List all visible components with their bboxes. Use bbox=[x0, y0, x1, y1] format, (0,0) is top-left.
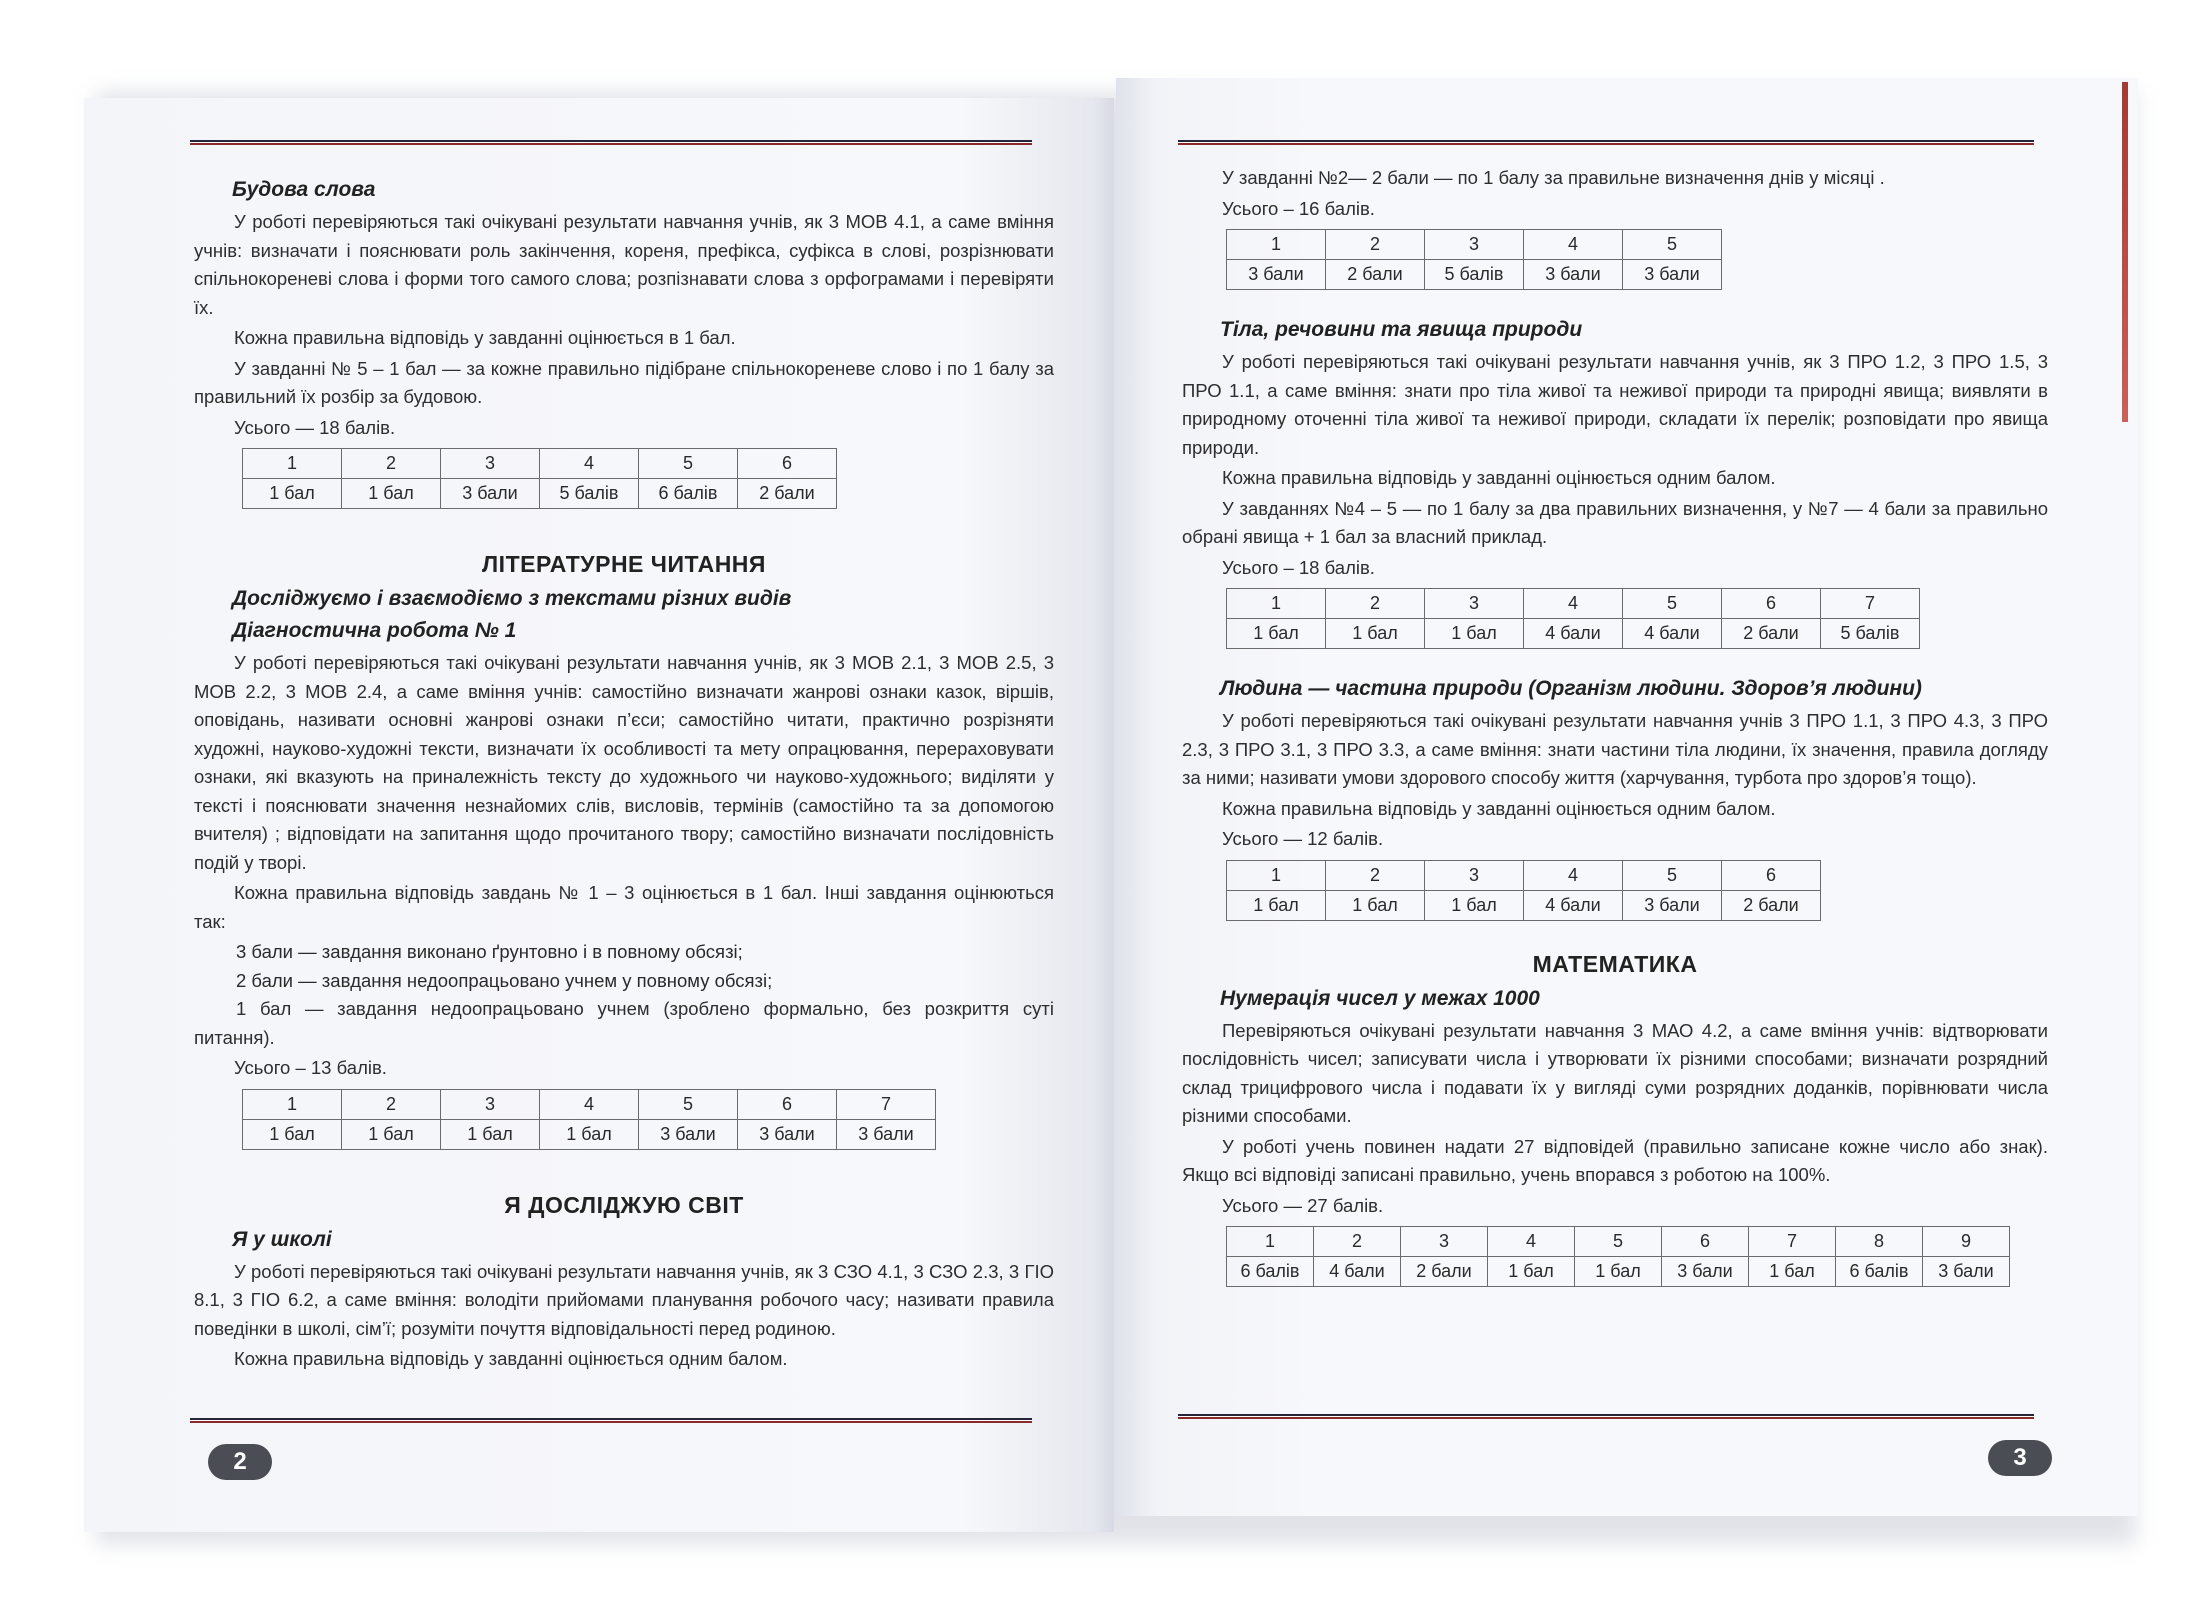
points-row bbox=[243, 1119, 936, 1149]
left-page-content bbox=[194, 176, 1054, 1376]
total-points: Усього — 18 балів. bbox=[234, 416, 396, 438]
task-number-cell: 1 bbox=[1227, 230, 1326, 260]
list-item: 3 бали — завдання виконано ґрунтовно і в повному обсязі; bbox=[236, 941, 743, 962]
total-points: Усього — 12 балів. bbox=[1222, 828, 1384, 849]
paragraph: Кожна правильна відповідь у завданні оцінюється одним балом. bbox=[1222, 467, 1776, 488]
subhead-school: Я у школі bbox=[232, 1227, 332, 1251]
points-cell: 4 бали bbox=[1524, 619, 1623, 649]
points-cell: 1 бал bbox=[441, 1119, 540, 1149]
points-cell: 3 бали bbox=[1524, 260, 1623, 290]
page-number-badge: 3 bbox=[1988, 1440, 2052, 1476]
task-number-row bbox=[1227, 860, 1821, 890]
task-number-cell: 6 bbox=[738, 1089, 837, 1119]
points-cell: 3 бали bbox=[1227, 260, 1326, 290]
task-number-cell: 2 bbox=[1326, 230, 1425, 260]
points-cell: 6 балів bbox=[1227, 1257, 1314, 1287]
total-points: Усього – 16 балів. bbox=[1222, 197, 1375, 219]
task-number-cell: 1 bbox=[1227, 860, 1326, 890]
paragraph: Кожна правильна відповідь у завданні оцінюється одним балом. bbox=[234, 1348, 788, 1369]
points-cell: 3 бали bbox=[738, 1119, 837, 1149]
task-number-row bbox=[243, 449, 837, 479]
task-number-cell: 4 bbox=[1524, 589, 1623, 619]
task-number-cell: 6 bbox=[1662, 1227, 1749, 1257]
task-number-cell: 2 bbox=[1326, 589, 1425, 619]
task-number-cell: 4 bbox=[540, 449, 639, 479]
subhead-numbering: Нумерація чисел у межах 1000 bbox=[1220, 986, 1540, 1010]
subhead-texts: Досліджуємо і взаємодіємо з текстами різних видів bbox=[232, 587, 792, 610]
task-number-cell: 5 bbox=[1623, 860, 1722, 890]
top-rule bbox=[1178, 140, 2034, 145]
task-number-cell: 5 bbox=[1623, 230, 1722, 260]
score-table bbox=[1226, 1226, 2010, 1287]
points-row bbox=[1227, 260, 1722, 290]
paragraph: Кожна правильна відповідь у завданні оцінюється одним балом. bbox=[1222, 797, 1776, 819]
task-number-cell: 3 bbox=[1401, 1227, 1488, 1257]
task-number-cell: 3 bbox=[1425, 860, 1524, 890]
total-points: Усього – 18 балів. bbox=[1222, 556, 1375, 578]
paragraph: У роботі перевіряються такі очікувані результати навчання учнів 3 ПРО 1.1, 3 ПРО 4.3, 3 ПРО 2.3, 3 ПРО 3.1, 3 ПРО 3.3, а саме вміння: знати частини тіла людини, їх значення, правила догляду за ними; називати умови здорового способу життя (харчування, турбота про здоров’я тощо). bbox=[1182, 710, 2048, 788]
points-cell: 1 бал bbox=[1227, 619, 1326, 649]
task-number-cell: 1 bbox=[243, 1089, 342, 1119]
score-table bbox=[242, 448, 837, 509]
task-number-cell: 3 bbox=[441, 1089, 540, 1119]
bottom-rule bbox=[1178, 1414, 2034, 1419]
points-cell: 5 балів bbox=[1821, 619, 1920, 649]
task-number-cell: 2 bbox=[342, 449, 441, 479]
points-cell: 1 бал bbox=[243, 479, 342, 509]
task-number-cell: 1 bbox=[243, 449, 342, 479]
paragraph: Перевіряються очікувані результати навчання 3 МАО 4.2, а саме вміння учнів: відтворювати послідовність чисел; записувати числа і утворювати їх різними способами; визначати розрядний склад трицифрового числа і подавати їх у вигляді суми розрядних доданків, порівнювати числа різними способами. bbox=[1182, 1019, 2048, 1126]
paragraph: У роботі учень повинен надати 27 відповідей (правильно записане кожне число або знак). Якщо всі відповіді записані правильно, учень впорався з роботою на 100%. bbox=[1182, 1135, 2048, 1185]
task-number-cell: 3 bbox=[1425, 589, 1524, 619]
task-number-cell: 1 bbox=[1227, 589, 1326, 619]
paragraph: У роботі перевіряються такі очікувані результати навчання учнів, як 3 СЗО 4.1, 3 СЗО 2.3, 3 ГІО 8.1, 3 ГІО 6.2, а саме вміння: володіти прийомами планування робочого часу; називати правила поведінки в школі, сім’ї; розуміти почуття відповідальності перед родиною. bbox=[194, 1260, 1054, 1339]
points-cell: 1 бал bbox=[1326, 890, 1425, 920]
score-table bbox=[1226, 860, 1821, 921]
paragraph: У роботі перевіряються такі очікувані результати навчання учнів, як 3 МОВ 4.1, а саме вміння учнів: визначати і пояснювати роль закінчення, кореня, префікса, суфікса в слові, розрізнювати спільнокореневі слова і форми того самого слова; розпізнавати слова з орфограмами і перевіряти їх. bbox=[194, 211, 1054, 318]
task-number-cell: 8 bbox=[1836, 1227, 1923, 1257]
total-points: Усього — 27 балів. bbox=[1222, 1194, 1384, 1216]
points-cell: 3 бали bbox=[1623, 890, 1722, 920]
task-number-cell: 1 bbox=[1227, 1227, 1314, 1257]
points-cell: 2 бали bbox=[738, 479, 837, 509]
score-table bbox=[1226, 229, 1722, 290]
paragraph: Кожна правильна відповідь у завданні оцінюється в 1 бал. bbox=[234, 327, 736, 348]
points-cell: 2 бали bbox=[1326, 260, 1425, 290]
points-cell: 1 бал bbox=[1227, 890, 1326, 920]
points-cell: 6 балів bbox=[639, 479, 738, 509]
points-cell: 2 бали bbox=[1722, 619, 1821, 649]
points-cell: 1 бал bbox=[1425, 619, 1524, 649]
subhead-diagnostic: Діагностична робота № 1 bbox=[232, 619, 517, 642]
points-cell: 1 бал bbox=[342, 1119, 441, 1149]
points-cell: 1 бал bbox=[243, 1119, 342, 1149]
right-page bbox=[1116, 78, 2138, 1516]
task-number-cell: 3 bbox=[441, 449, 540, 479]
top-rule bbox=[190, 140, 1032, 145]
task-number-row bbox=[243, 1089, 936, 1119]
points-cell: 4 бали bbox=[1314, 1257, 1401, 1287]
task-number-cell: 6 bbox=[1722, 589, 1821, 619]
points-cell: 3 бали bbox=[441, 479, 540, 509]
task-number-cell: 4 bbox=[1488, 1227, 1575, 1257]
task-number-cell: 7 bbox=[1821, 589, 1920, 619]
task-number-cell: 3 bbox=[1425, 230, 1524, 260]
section-title-world: Я ДОСЛІДЖУЮ СВІТ bbox=[504, 1191, 744, 1218]
points-cell: 1 бал bbox=[1575, 1257, 1662, 1287]
points-cell: 3 бали bbox=[1662, 1257, 1749, 1287]
subhead-nature: Тіла, речовини та явища природи bbox=[1220, 318, 1583, 341]
points-cell: 2 бали bbox=[1401, 1257, 1488, 1287]
task-number-row bbox=[1227, 589, 1920, 619]
task-number-row bbox=[1227, 1227, 2010, 1257]
list-item: 1 бал — завдання недоопрацьовано учнем (зроблено формально, без розкриття суті питання). bbox=[194, 998, 1054, 1048]
task-number-cell: 5 bbox=[1575, 1227, 1662, 1257]
subhead-human: Людина — частина природи (Організм людини. Здоров’я людини) bbox=[1220, 677, 1922, 700]
points-cell: 1 бал bbox=[1425, 890, 1524, 920]
task-number-cell: 9 bbox=[1923, 1227, 2010, 1257]
points-cell: 3 бали bbox=[1923, 1257, 2010, 1287]
points-cell: 1 бал bbox=[1488, 1257, 1575, 1287]
points-cell: 1 бал bbox=[342, 479, 441, 509]
task-number-cell: 2 bbox=[1326, 860, 1425, 890]
list-item: 2 бали — завдання недоопрацьовано учнем у повному обсязі; bbox=[236, 969, 773, 991]
points-row bbox=[1227, 890, 1821, 920]
bottom-rule bbox=[190, 1418, 1032, 1423]
task-number-row bbox=[1227, 230, 1722, 260]
task-number-cell: 7 bbox=[1749, 1227, 1836, 1257]
points-cell: 1 бал bbox=[1749, 1257, 1836, 1287]
task-number-cell: 4 bbox=[540, 1089, 639, 1119]
task-number-cell: 4 bbox=[1524, 860, 1623, 890]
points-cell: 4 бали bbox=[1623, 619, 1722, 649]
cover-edge bbox=[2122, 82, 2128, 422]
score-table bbox=[242, 1089, 936, 1150]
points-cell: 3 бали bbox=[837, 1119, 936, 1149]
paragraph: У завданні № 5 – 1 бал — за кожне правильно підібране спільнокореневе слово і по 1 балу за правильний їх розбір за будовою. bbox=[194, 357, 1054, 407]
paragraph: У роботі перевіряються такі очікувані результати навчання учнів, як 3 ПРО 1.2, 3 ПРО 1.5, 3 ПРО 1.1, а саме вміння: знати про тіла живої та неживої природи та природні явища; виявляти в природному оточенні тіла живої та неживої природи, складати їх перелік; розповідати про явища природи. bbox=[1182, 351, 2048, 458]
paragraph: У завданні №2— 2 бали — по 1 балу за правильне визначення днів у місяці . bbox=[1222, 167, 1885, 188]
points-cell: 1 бал bbox=[540, 1119, 639, 1149]
right-page-content bbox=[1182, 164, 2048, 1287]
task-number-cell: 5 bbox=[1623, 589, 1722, 619]
points-cell: 2 бали bbox=[1722, 890, 1821, 920]
task-number-cell: 2 bbox=[1314, 1227, 1401, 1257]
subhead-word-structure: Будова слова bbox=[232, 178, 376, 201]
page-number-badge: 2 bbox=[208, 1444, 272, 1480]
points-cell: 6 балів bbox=[1836, 1257, 1923, 1287]
points-cell: 1 бал bbox=[1326, 619, 1425, 649]
points-row bbox=[1227, 619, 1920, 649]
points-cell: 5 балів bbox=[1425, 260, 1524, 290]
points-row bbox=[1227, 1257, 2010, 1287]
points-cell: 5 балів bbox=[540, 479, 639, 509]
task-number-cell: 5 bbox=[639, 449, 738, 479]
total-points: Усього – 13 балів. bbox=[234, 1057, 387, 1078]
points-cell: 3 бали bbox=[1623, 260, 1722, 290]
paragraph: У роботі перевіряються такі очікувані результати навчання учнів, як 3 МОВ 2.1, 3 МОВ 2.5, 3 МОВ 2.2, 3 МОВ 2.4, а саме вміння учнів: самостійно визначати жанрові ознаки казок, віршів, оповідань, називати основні жанрові ознаки п’єси; самостійно читати, практично розрізняти художні, науково-художні тексти, визначати їх особливості та мету опрацювання, перераховувати ознаки, які вказують на приналежність тексту до художнього чи науково-художнього; виділяти у тексті і пояснювати значення незнайомих слів, висловів, термінів (самостійно та за допомогою вчителя) ; відповідати на запитання щодо прочитаного твору; самостійно визначати послідовність подій у творі. bbox=[194, 652, 1054, 873]
paragraph: У завданнях №4 – 5 — по 1 балу за два правильних визначення, у №7 — 4 бали за правильно обрані явища + 1 бал за власний приклад. bbox=[1182, 497, 2048, 547]
section-title-math: МАТЕМАТИКА bbox=[1532, 950, 1698, 977]
task-number-cell: 5 bbox=[639, 1089, 738, 1119]
task-number-cell: 6 bbox=[1722, 860, 1821, 890]
score-table bbox=[1226, 588, 1920, 649]
section-title-literature: ЛІТЕРАТУРНЕ ЧИТАННЯ bbox=[482, 551, 766, 577]
task-number-cell: 2 bbox=[342, 1089, 441, 1119]
task-number-cell: 6 bbox=[738, 449, 837, 479]
points-cell: 4 бали bbox=[1524, 890, 1623, 920]
paragraph: Кожна правильна відповідь завдань № 1 – 3 оцінюється в 1 бал. Інші завдання оцінюються так: bbox=[194, 882, 1054, 932]
left-page bbox=[84, 98, 1114, 1532]
task-number-cell: 4 bbox=[1524, 230, 1623, 260]
task-number-cell: 7 bbox=[837, 1089, 936, 1119]
points-cell: 3 бали bbox=[639, 1119, 738, 1149]
points-row bbox=[243, 479, 837, 509]
